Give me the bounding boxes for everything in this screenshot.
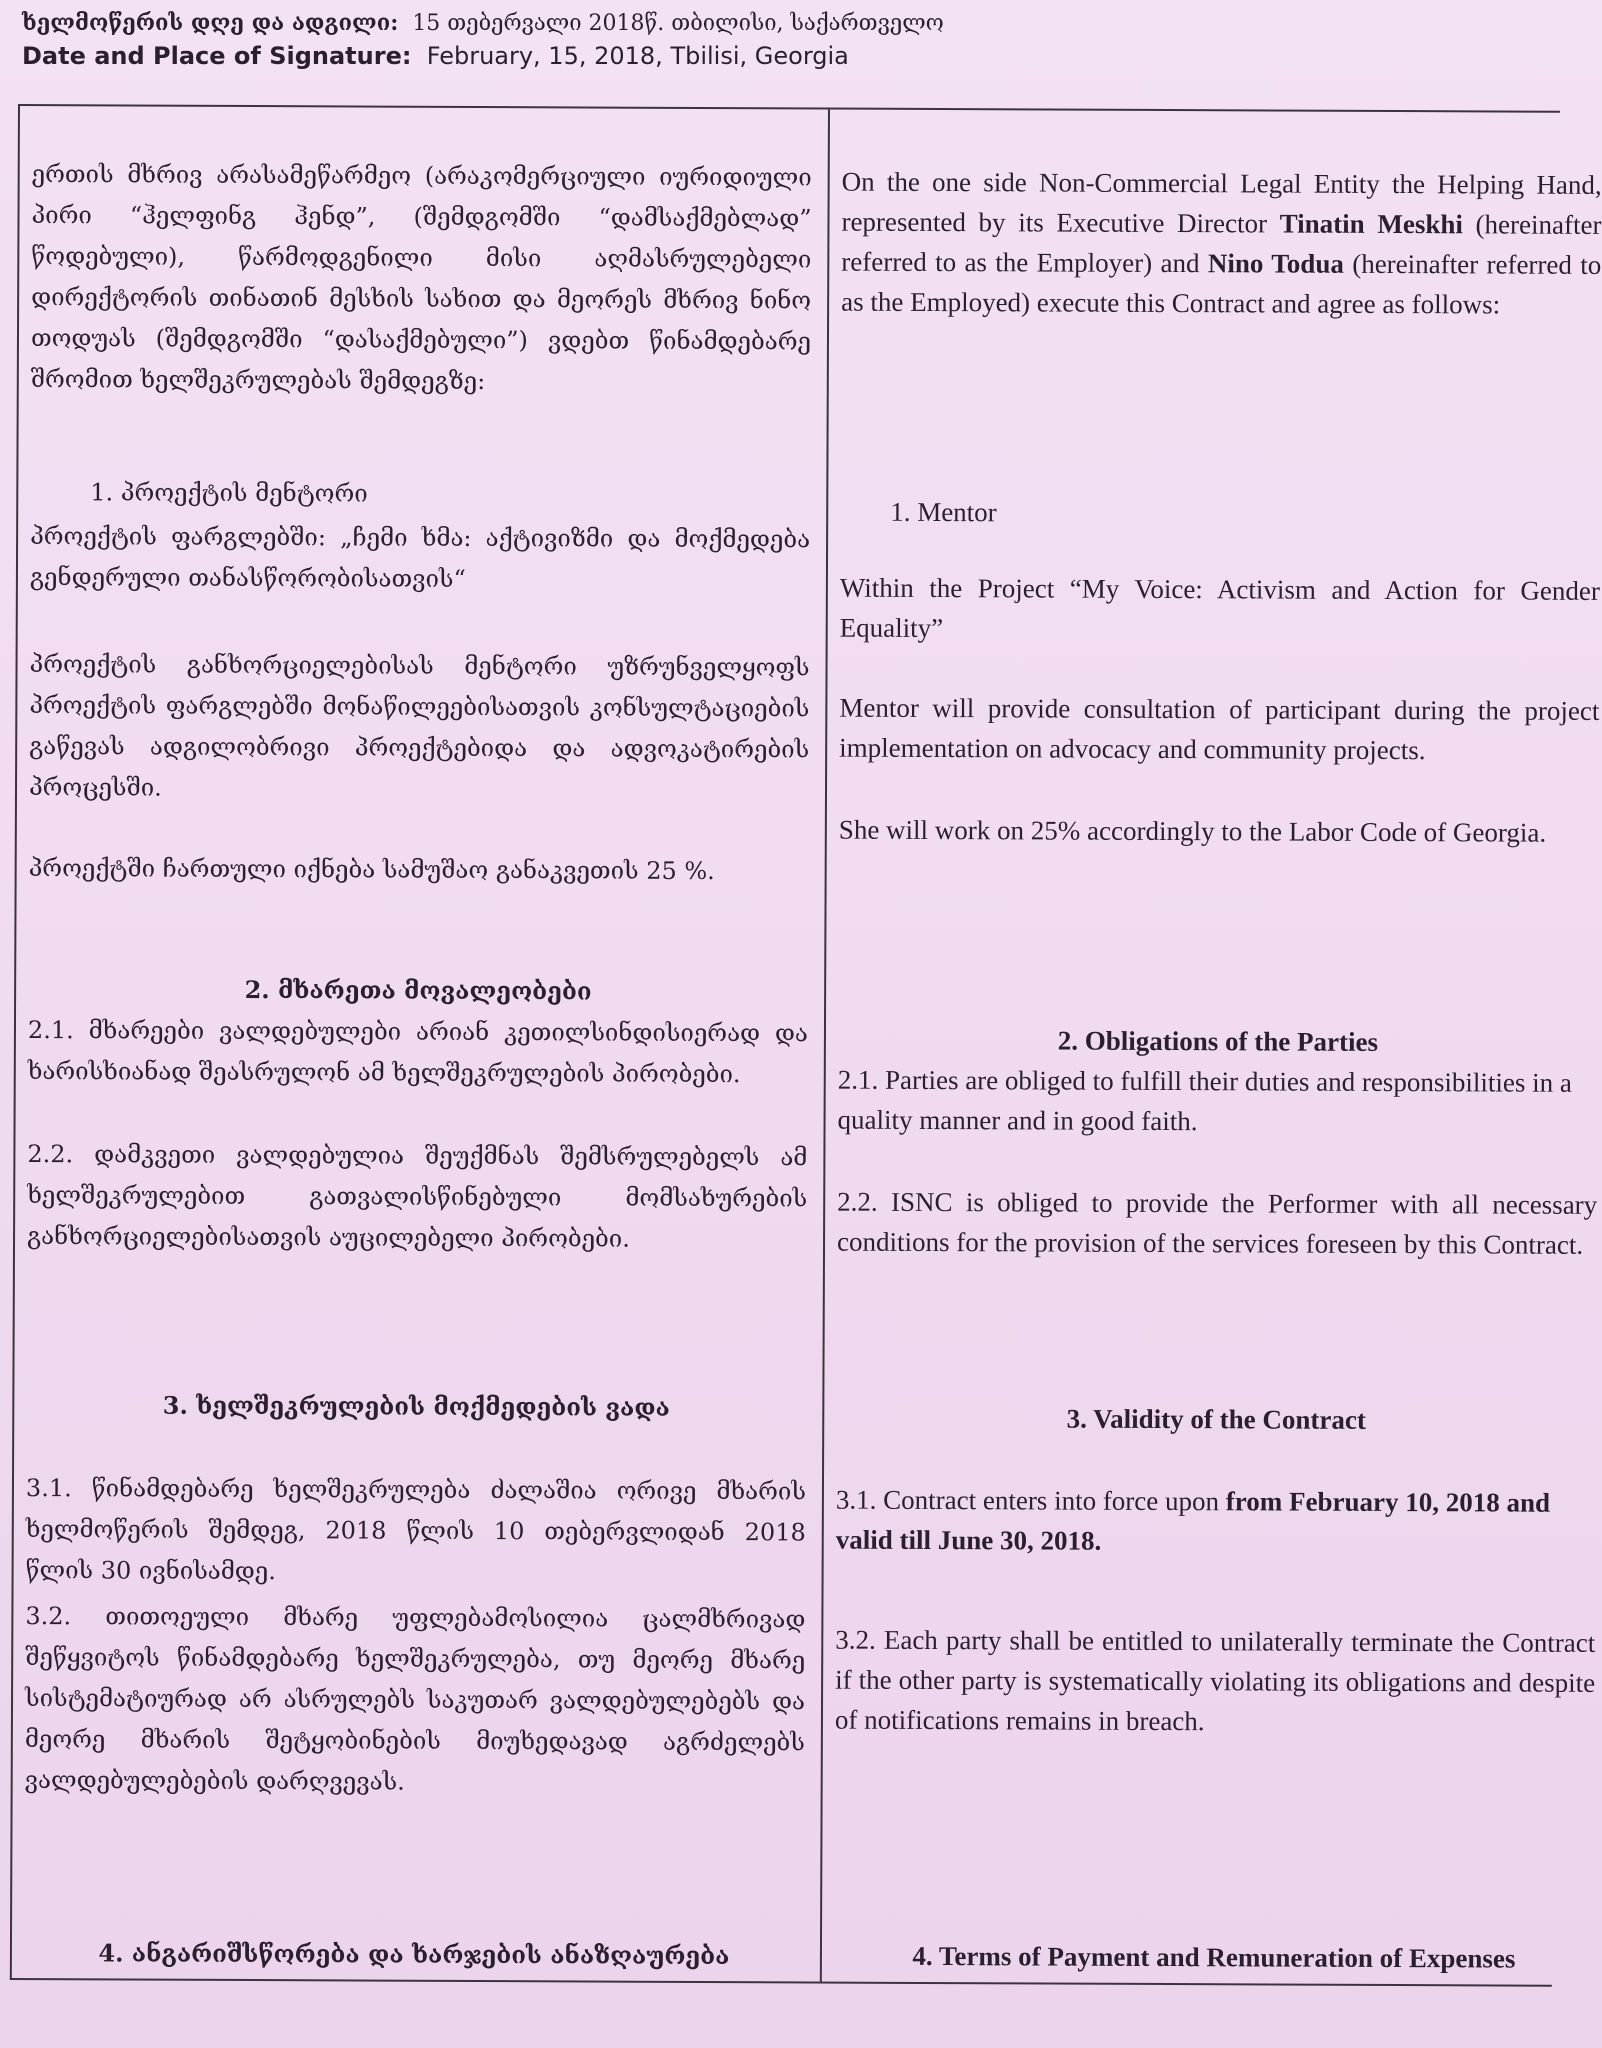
- employer-director-name: Tinatin Meskhi: [1279, 208, 1463, 240]
- column-divider: [820, 110, 830, 1982]
- intro-en-part1: On the one side Non-Commercial Legal Entity the Helping Hand, represented by its Executive Director: [841, 166, 1602, 239]
- header-georgian: [22, 10, 944, 36]
- section3-1-en-part1: 3.1. Contract enters into force upon: [835, 1484, 1226, 1517]
- section1-time-en: She will work on 25% accordingly to the Labor Code of Georgia.: [838, 814, 1547, 848]
- section3-heading-en: 3. Validity of the Contract: [1066, 1403, 1366, 1435]
- section2-heading-en: 2. Obligations of the Parties: [1057, 1025, 1379, 1057]
- header-ka-label: ხელმოწერის დღე და ადგილი:: [22, 10, 399, 36]
- section2-2-en: 2.2. ISNC is obliged to provide the Performer with all necessary conditions for the provision of the services foreseen by this Contract.: [836, 1186, 1598, 1260]
- section2-2-ka: 2.2. დამკვეთი ვალდებულია შეუქმნას შემსრულებელს ამ ხელშეკრულებით გათვალისწინებული მომსახურების განხორციელებისათვის აუცილებელი პირობები.: [26, 1140, 808, 1253]
- section1-desc-ka: პროექტის განხორციელებისას მენტორი უზრუნველყოფს პროექტის ფარგლებში მონაწილეებისათვის კონსულტაციების გაწევას ადგილობრივი პროექტებიდა და ადვოკატირების პროცესში.: [28, 650, 810, 802]
- header-ka-value: 15 თებერვალი 2018წ. თბილისი, საქართველო: [412, 11, 944, 36]
- section1-heading-ka: 1. პროექტის მენტორი: [90, 478, 368, 508]
- section3-2-ka: 3.2. თითოეული მხარე უფლებამოსილია ცალმხრივად შეწყვიტოს წინამდებარე ხელშეკრულება, თუ მეორე მხარე სისტემატიურად არ ასრულებს საკუთარ ვალდებულებებს და მეორე მხარის შეტყობინების მიუხედავად აგრძელებს ვალდებულებების დარღვევას.: [24, 1602, 806, 1796]
- header-english: [22, 42, 944, 70]
- section3-1-en: [836, 1480, 1596, 1563]
- section3-2-en: 3.2. Each party shall be entitled to unilaterally terminate the Contract if the other party is systematically violating its obligations and despite of notifications remains in breach.: [834, 1624, 1596, 1737]
- georgian-column: [24, 106, 812, 1971]
- section1-desc-en: Mentor will provide consultation of participant during the project implementation on advocacy and community projects.: [839, 692, 1600, 766]
- section1-time-ka: პროექტში ჩართული იქნება სამუშაო განაკვეთის 25 %.: [28, 854, 715, 886]
- english-column: [834, 110, 1602, 1974]
- intro-en-part2: (hereinafter referred to as the Employer) and: [841, 209, 1602, 279]
- section2-heading-ka: 2. მხარეთა მოვალეობები: [244, 974, 592, 1006]
- section3-heading-ka: 3. ხელშეკრულების მოქმედების ვადა: [162, 1390, 670, 1422]
- intro-en: [841, 162, 1602, 325]
- intro-ka: ერთის მხრივ არასამეწარმეო (არაკომერციული იურიდიული პირი “ჰელფინგ ჰენდ”, (შემდგომში “დამსაქმებლად” წოდებული), წარმოდგენილი მისი აღმასრულებელი დირექტორის თინათინ მესხის სახით და მეორეს მხრივ ნინო თოდუას (შემდგომში “დასაქმებული”) ვდებთ წინამდებარე შრომით ხელშეკრულებას შემდეგზე:: [30, 160, 812, 396]
- employee-name: Nino Todua: [1207, 248, 1344, 279]
- signature-header: [22, 10, 944, 70]
- header-en-value: February, 15, 2018, Tbilisi, Georgia: [426, 42, 849, 70]
- section2-1-en: 2.1. Parties are obliged to fulfill their duties and responsibilities in a quality manner and in good faith.: [837, 1064, 1572, 1137]
- section4-heading-en: 4. Terms of Payment and Remuneration of Expenses: [912, 1940, 1516, 1974]
- contract-table: [10, 104, 1602, 1987]
- section3-1-ka: 3.1. წინამდებარე ხელშეკრულება ძალაშია ორივე მხარის ხელმოწერის შემდეგ, 2018 წლის 10 თებერვლიდან 2018 წლის 30 ივნისამდე.: [25, 1474, 807, 1586]
- header-en-label: Date and Place of Signature:: [22, 42, 412, 70]
- section1-project-ka: პროექტის ფარგლებში: „ჩემი ხმა: აქტივიზმი და მოქმედება გენდერული თანასწორობისათვის“: [29, 522, 811, 593]
- section4-heading-ka: 4. ანგარიშსწორება და ხარჯების ანაზღაურება: [98, 1938, 730, 1971]
- section1-heading-en: 1. Mentor: [890, 496, 997, 528]
- section3-1-en-dates: from February 10, 2018 and valid till June 30, 2018.: [835, 1486, 1551, 1556]
- intro-en-part3: (hereinafter referred to as the Employed) execute this Contract and agree as follows:: [841, 248, 1602, 320]
- section1-project-en: Within the Project “My Voice: Activism and Action for Gender Equality”: [839, 572, 1600, 644]
- section2-1-ka: 2.1. მხარეები ვალდებულები არიან კეთილსინდისიერად და ხარისხიანად შეასრულონ ამ ხელშეკრულების პირობები.: [27, 1016, 809, 1089]
